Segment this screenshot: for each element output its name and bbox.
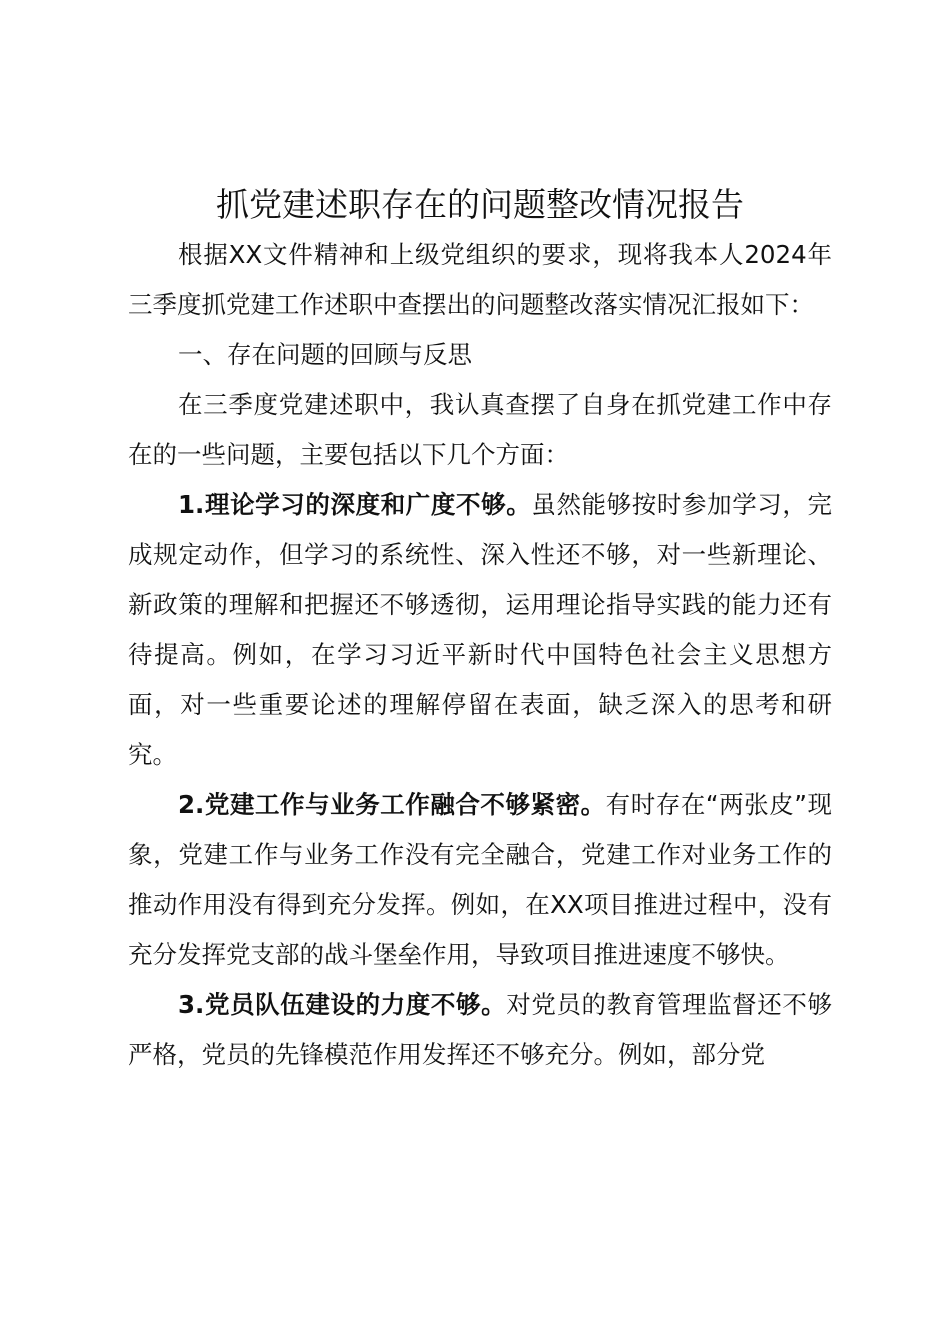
section-intro-paragraph: 在三季度党建述职中，我认真查摆了自身在抓党建工作中存在的一些问题，主要包括以下几个方面：: [128, 390, 832, 469]
document-page: [128, 180, 832, 1080]
problem-item-2-lead: 2.党建工作与业务工作融合不够紧密。: [178, 790, 606, 819]
problem-item-1-lead: 1.理论学习的深度和广度不够。: [178, 490, 532, 519]
problem-item-3-body: 对党员的教育管理监督还不够严格，党员的先锋模范作用发挥还不够充分。例如，部分党: [128, 990, 833, 1069]
problem-item-1: [128, 480, 832, 780]
document-title: 抓党建述职存在的问题整改情况报告: [216, 185, 744, 224]
intro-paragraph: 根据XX文件精神和上级党组织的要求，现将我本人2024年三季度抓党建工作述职中查摆出的问题整改落实情况汇报如下：: [128, 240, 832, 319]
problem-item-3: [128, 980, 832, 1080]
problem-item-2: [128, 780, 832, 980]
problem-item-2-body: 有时存在“两张皮”现象，党建工作与业务工作没有完全融合，党建工作对业务工作的推动作用没有得到充分发挥。例如，在XX项目推进过程中，没有充分发挥党支部的战斗堡垒作用，导致项目推进速度不够快。: [128, 790, 832, 969]
problem-item-3-lead: 3.党员队伍建设的力度不够。: [178, 990, 507, 1019]
problem-item-1-body: 虽然能够按时参加学习，完成规定动作，但学习的系统性、深入性还不够，对一些新理论、新政策的理解和把握还不够透彻，运用理论指导实践的能力还有待提高。例如，在学习习近平新时代中国特色社会主义思想方面，对一些重要论述的理解停留在表面，缺乏深入的思考和研究。: [128, 490, 833, 769]
section-heading: 一、存在问题的回顾与反思: [178, 340, 472, 369]
